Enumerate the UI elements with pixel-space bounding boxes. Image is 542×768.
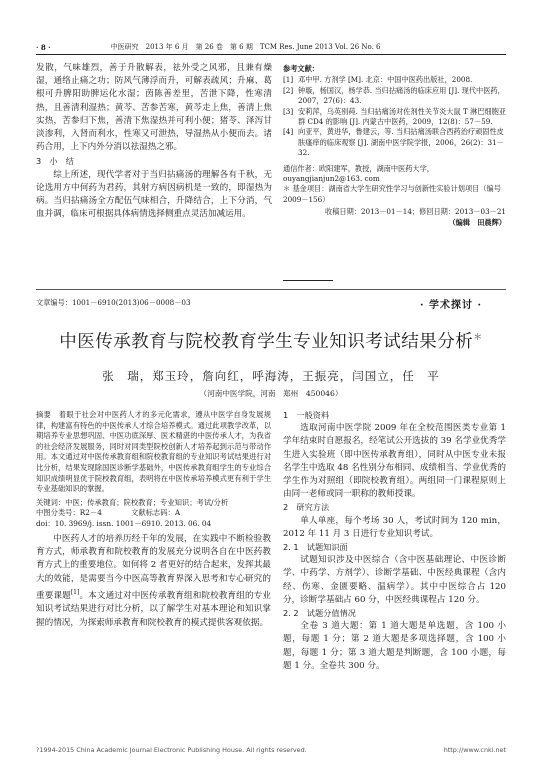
section-heading-general: 1 一般资料 xyxy=(283,410,330,420)
footnote-rule xyxy=(283,280,333,281)
column-label: · 学术探讨 · xyxy=(420,300,482,311)
fund-note: ＊ 基金项目：湖南省大学生研究性学习与创新性实验计划项目（编号 2009－156） xyxy=(283,184,501,204)
title-fund-mark: ＊ xyxy=(473,333,483,344)
section-heading-methods: 2 研究方法 xyxy=(283,502,330,513)
left-bottom-column xyxy=(36,410,271,630)
general-paragraph: 选取河南中医学院 2009 年在全校范围医类专业第 1 学年结束时自愿报名，经笔试公开选拔的 39 名学业优秀学生进入实验班（即中医传承教育组），同时从中医专业未报名学生中选取 48 名性别分布相同、成绩相当、学业优秀的学生作为对照组（即院校教育组）。两组同一门课程原则上由同一老师或同一职称的教师授课。 xyxy=(283,423,506,500)
keywords: 关键词：中医；传承教育；院校教育；专业知识；考试/分析 xyxy=(36,497,229,507)
article-title: 中医传承教育与院校教育学生专业知识考试结果分析＊ xyxy=(59,332,483,352)
subsection-heading-scoring: 2. 2 试题分值情况 xyxy=(283,608,356,619)
article-number: 文章编号：1001－6910(2013)06－0008－03 xyxy=(36,298,191,307)
reference-item: [4] 向亚平，黄进华，鲁建云，等. 当归拈痛汤联合西药治疗顽固性皮肤瘙痒的临床观察 [J]. 湖南中医学院学报，2006，26(2)：31－32. xyxy=(283,127,504,158)
header-rule xyxy=(36,54,506,55)
article-authors: 张 瑞，郑玉玲，詹向红，呼海涛，王振亮，闫国立，任 平 xyxy=(102,369,440,383)
conclusion-paragraph: 综上所述，现代学者对于当归拈痛汤的理解各有千秋，无论选用方中何药为君药，其射方病因病机是一致的，即湿热为病。当归拈痛汤全方配伍气味相合，升降结合，上下分消，气血并调，临床可根据具体病情选择侧重点灵活加减运用。 xyxy=(36,169,272,220)
article-divider xyxy=(36,289,506,290)
corresponding-author: 通信作者：欧阳建军，教授，湖南中医药大学，ouyangjianjun2@163. com xyxy=(283,163,434,184)
footer-url: http://www.cnki.net xyxy=(443,746,506,754)
copyright-footer xyxy=(36,746,506,754)
intro-paragraph: 中医药人才的培养历经千年的发展，在实践中不断检验教育方式，师承教育和院校教育的发展充分说明各自在中医药教育方式上的重要地位。如何将 2 者更好的结合起来，发挥其最大的效能，是需要当今中医高等教育界深入思考和专心研究的重要课题[1]。本文通过对中医传承教育组和院校教育组的专业知识考试结果进行对比分析，以了解学生对基本理论和知识掌握的情况，为探索师承教育和院校教育的模式提供客观依据。 xyxy=(36,533,271,628)
intro-citation: [1] xyxy=(70,589,80,597)
editor-note: （编辑 田晨辉） xyxy=(448,217,506,227)
methods-paragraph: 单人单座，每个考场 30 人，考试时间为 120 min，2012 年 11 月 3 日进行专业知识考试。 xyxy=(283,515,506,539)
reference-item: [1] 邓中甲. 方剂学 [M]. 北京：中国中医药出版社，2008. xyxy=(283,75,473,85)
section-heading-summary: 3 小 结 xyxy=(36,156,74,167)
copyright-text: ?1994-2015 China Academic Journal Electronic Publishing House. All rights reserved. xyxy=(36,746,307,754)
subsection-heading-scope: 2. 1 试题知识面 xyxy=(283,542,348,553)
running-header xyxy=(36,42,506,52)
affiliation: （河南中医学院，河南 郑州 450046） xyxy=(199,389,343,398)
doi: doi：10. 3969/j. issn. 1001－6910. 2013. 06. 04 xyxy=(36,518,212,528)
references-block xyxy=(283,64,506,228)
reference-item: [3] 安莉萍，乌英别莼. 当归拈痛汤对佐剂性关节炎大鼠 T 淋巴细胞亚群 CD4 的影响 [J]. 内蒙古中医药，2009，12(8)：57－59. xyxy=(283,106,506,127)
reference-item: [2] 钟璇，杨国汉，杨学恭. 当归拈痛汤的临床应用 [J]. 现代中医药，2007，27(6)：43. xyxy=(283,85,505,106)
abstract: 摘要 着眼于社会对中医药人才的多元化需求，遵从中医学自身发展规律，构建富有特色的中医传承人才综合培养模式。通过此项教学改革，以期培养专业思想巩固、中医功底深厚、医术精湛的中医传承人才，为我省的社会经济发展服务，同时对同类型院校创新人才培养起到示范与带动作用。本文通过对中医传承教育组和院校教育组的专业知识考试结果进行对比分析，结果发现除国医诊断学基础外，中医传承教育组学生的专业综合知识成绩明显优于院校教育组，表明将在中医传承培养模式更有利于学生专业基础知识的掌握。 xyxy=(36,410,271,494)
references-title: 参考文献： xyxy=(283,64,319,73)
right-bottom-column xyxy=(283,409,506,673)
journal-info: 中医研究 2013 年 6 月 第 26 卷 第 6 期 TCM Res. June 2013 Vol. 26 No. 6 xyxy=(110,43,381,51)
received-date: 收稿日期：2013－01－14；修回日期：2013－03－21 xyxy=(325,207,506,217)
left-top-column xyxy=(36,62,272,221)
page-number: · 8 · xyxy=(36,42,51,52)
scope-paragraph: 试题知识涉及中医综合（含中医基础理论、中医诊断学、中药学、方剂学）、诊断学基础、中医经典课程（含内经、伤寒、金匮要略、温病学）。其中中医综合占 120 分，诊断学基础占 60 分，中医经典课程占 120 分。 xyxy=(283,555,506,605)
scoring-paragraph: 全卷 3 道大题：第 1 道大题是单选题，含 100 小题，每题 1 分；第 2 道大题是多项选择题，含 100 小题，每题 1 分；第 3 道大题是判断题，含 100 小题，每题 1 分。全卷共 300 分。 xyxy=(283,621,506,671)
continuation-paragraph: 发散，气味雄烈，善于升散解表，祛外受之风邪，且兼有燥湿，通络止痛之功；防风气薄浮而升，可解表疏风；升麻、葛根可升脾阳助脾运化水湿；茵陈善差里，苦泄下降，性寒清热，且善清利湿热；黄芩、苦参苦寒，黄芩走上焦，善清上焦实热，苦参归下焦，善清下焦湿热并可利小便；猪苓、泽泻甘淡渗利，入肾而利水，性寒又可泄热，导湿热从小便而去。诸药合用，上下内外分消以祛湿热之邪。 xyxy=(36,63,272,153)
classification-number: 中图分类号：R2－4 文献标志码：A xyxy=(36,508,181,518)
